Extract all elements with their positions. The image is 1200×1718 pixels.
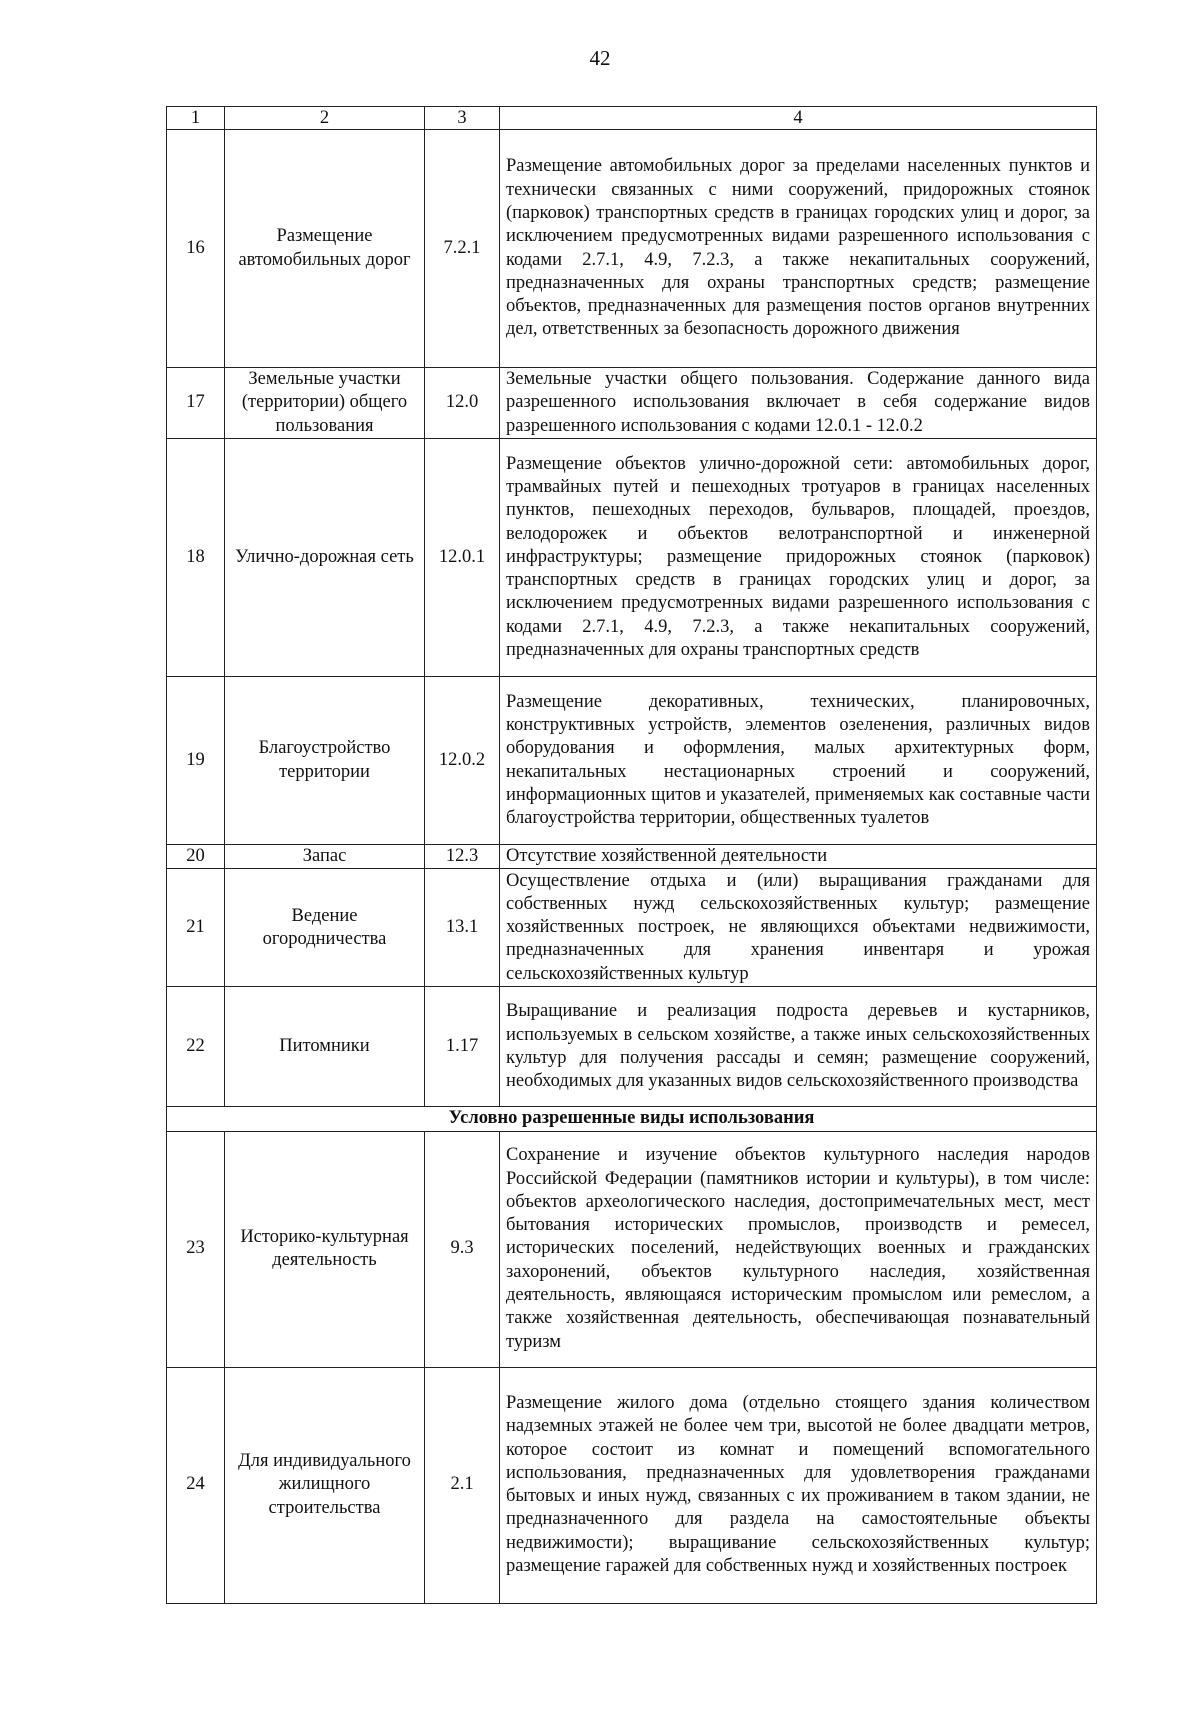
- row-number: 23: [167, 1131, 225, 1367]
- table-row: [167, 845, 1097, 869]
- use-type-name: Размещение автомобильных дорог: [225, 130, 425, 368]
- use-type-name: Улично-дорожная сеть: [225, 439, 425, 677]
- column-number: 2: [225, 107, 425, 130]
- section-title: Условно разрешенные виды использования: [167, 1107, 1097, 1131]
- use-type-code: 12.0.1: [425, 439, 500, 677]
- use-type-code: 7.2.1: [425, 130, 500, 368]
- table-row: [167, 1367, 1097, 1603]
- row-number: 24: [167, 1367, 225, 1603]
- column-number-row: [167, 107, 1097, 130]
- use-type-code: 12.3: [425, 845, 500, 869]
- section-row: [167, 1107, 1097, 1131]
- page-number: 42: [589, 46, 611, 70]
- use-type-code: 9.3: [425, 1131, 500, 1367]
- use-type-code: 1.17: [425, 987, 500, 1107]
- use-type-description: Сохранение и изучение объектов культурного наследия народов Российской Федерации (памятников истории и культуры), в том числе: объектов археологического наследия, достопримечательных мест, мест бытования исторических промыслов, производств и ремесел, исторических поселений, недействующих военных и гражданских захоронений, объектов культурного наследия, хозяйственная деятельность, являющаяся историческим промыслом или ремеслом, а также хозяйственная деятельность, обеспечивающая познавательный туризм: [500, 1131, 1097, 1367]
- use-type-description: Отсутствие хозяйственной деятельности: [500, 845, 1097, 869]
- land-use-table: [166, 106, 1097, 1604]
- table-row: [167, 130, 1097, 368]
- use-type-description: Осуществление отдыха и (или) выращивания гражданами для собственных нужд сельскохозяйственных культур; размещение хозяйственных построек, не являющихся объектами недвижимости, предназначенных для хранения инвентаря и урожая сельскохозяйственных культур: [500, 869, 1097, 987]
- row-number: 21: [167, 869, 225, 987]
- row-number: 22: [167, 987, 225, 1107]
- use-type-name: Земельные участки (территории) общего пользования: [225, 368, 425, 439]
- use-type-code: 13.1: [425, 869, 500, 987]
- use-type-name: Запас: [225, 845, 425, 869]
- use-type-code: 12.0.2: [425, 677, 500, 845]
- column-number: 4: [500, 107, 1097, 130]
- use-type-code: 12.0: [425, 368, 500, 439]
- use-type-description: Размещение жилого дома (отдельно стоящего здания количеством надземных этажей не более чем три, высотой не более двадцати метров, которое состоит из комнат и помещений вспомогательного использования, предназначенных для удовлетворения гражданами бытовых и иных нужд, связанных с их проживанием в таком здании, не предназначенного для раздела на самостоятельные объекты недвижимости); выращивание сельскохозяйственных культур; размещение гаражей для собственных нужд и хозяйственных построек: [500, 1367, 1097, 1603]
- row-number: 20: [167, 845, 225, 869]
- use-type-code: 2.1: [425, 1367, 500, 1603]
- use-type-description: Выращивание и реализация подроста деревьев и кустарников, используемых в сельском хозяйстве, а также иных сельскохозяйственных культур для получения рассады и семян; размещение сооружений, необходимых для указанных видов сельскохозяйственного производства: [500, 987, 1097, 1107]
- row-number: 17: [167, 368, 225, 439]
- table-row: [167, 1131, 1097, 1367]
- use-type-name: Для индивидуального жилищного строительства: [225, 1367, 425, 1603]
- table-row: [167, 869, 1097, 987]
- column-number: 1: [167, 107, 225, 130]
- table-row: [167, 439, 1097, 677]
- use-type-name: Ведение огородничества: [225, 869, 425, 987]
- use-type-name: Питомники: [225, 987, 425, 1107]
- row-number: 16: [167, 130, 225, 368]
- use-type-description: Размещение автомобильных дорог за пределами населенных пунктов и технически связанных с ними сооружений, придорожных стоянок (парковок) транспортных средств в границах городских улиц и дорог, за исключением предусмотренных видами разрешенного использования с кодами 2.7.1, 4.9, 7.2.3, а также некапитальных сооружений, предназначенных для охраны транспортных средств; размещение объектов, предназначенных для размещения постов органов внутренних дел, ответственных за безопасность дорожного движения: [500, 130, 1097, 368]
- row-number: 19: [167, 677, 225, 845]
- use-type-name: Историко-культурная деятельность: [225, 1131, 425, 1367]
- use-type-description: Земельные участки общего пользования. Содержание данного вида разрешенного использования включает в себя содержание видов разрешенного использования с кодами 12.0.1 - 12.0.2: [500, 368, 1097, 439]
- use-type-description: Размещение декоративных, технических, планировочных, конструктивных устройств, элементов озеленения, различных видов оборудования и оформления, малых архитектурных форм, некапитальных нестационарных строений и сооружений, информационных щитов и указателей, применяемых как составные части благоустройства территории, общественных туалетов: [500, 677, 1097, 845]
- use-type-name: Благоустройство территории: [225, 677, 425, 845]
- table-row: [167, 368, 1097, 439]
- row-number: 18: [167, 439, 225, 677]
- column-number: 3: [425, 107, 500, 130]
- table-row: [167, 677, 1097, 845]
- use-type-description: Размещение объектов улично-дорожной сети: автомобильных дорог, трамвайных путей и пешеходных тротуаров в границах населенных пунктов, пешеходных переходов, бульваров, площадей, проездов, велодорожек и объектов велотранспортной и инженерной инфраструктуры; размещение придорожных стоянок (парковок) транспортных средств в границах городских улиц и дорог, за исключением предусмотренных видами разрешенного использования с кодами 2.7.1, 4.9, 7.2.3, а также некапитальных сооружений, предназначенных для охраны транспортных средств: [500, 439, 1097, 677]
- table-row: [167, 987, 1097, 1107]
